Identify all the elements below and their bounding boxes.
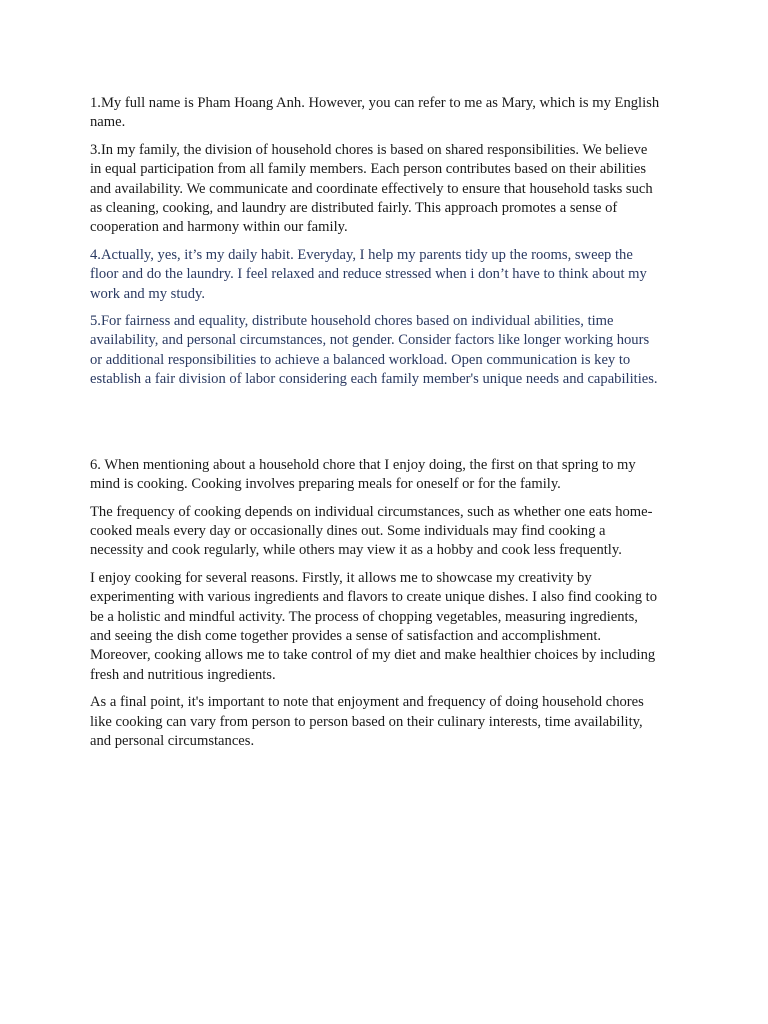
document-body: [90, 94, 682, 759]
answer-1-paragraph: 1.My full name is Pham Hoang Anh. However, you can refer to me as Mary, which is my English name.: [90, 95, 660, 131]
section-gap: [90, 398, 682, 456]
answer-4-paragraph: 4.Actually, yes, it’s my daily habit. Everyday, I help my parents tidy up the rooms, sweep the floor and do the laundry. I feel relaxed and reduce stressed when i don’t have to think about my work and my study.: [90, 246, 647, 302]
answer-6-intro-paragraph: 6. When mentioning about a household chore that I enjoy doing, the first on that spring to my mind is cooking. Cooking involves preparing meals for oneself or for the family.: [90, 456, 636, 493]
conclusion-paragraph: As a final point, it's important to note that enjoyment and frequency of doing household chores like cooking can vary from person to person based on their culinary interests, time availability, and personal circumstances.: [90, 694, 644, 749]
answer-5-paragraph: 5.For fairness and equality, distribute household chores based on individual abilities, time availability, and personal circumstances, not gender. Consider factors like longer working hours or additional responsibilities to achieve a balanced workload. Open communication is key to establish a fair division of labor considering each family member's unique needs and capabilities.: [90, 313, 658, 388]
cooking-frequency-paragraph: The frequency of cooking depends on individual circumstances, such as whether one eats home- cooked meals every day or occasionally dines out. Some individuals may find cooking a necessity and cook regularly, while others may view it as a hobby and cook less frequently.: [90, 503, 653, 559]
cooking-reasons-paragraph: I enjoy cooking for several reasons. Firstly, it allows me to showcase my creativity by experimenting with various ingredients and flavors to create unique dishes. I also find cooking to be a holistic and mindful activity. The process of chopping vegetables, measuring ingredients, and seeing the dish come together provides a sense of satisfaction and accomplishment. Moreover, cooking allows me to take control of my diet and make healthier choices by including fresh and nutritious ingredients.: [90, 569, 657, 683]
answer-3-paragraph: 3.In my family, the division of household chores is based on shared responsibilities. We believe in equal participation from all family members. Each person contributes based on their abilities and availability. We communicate and coordinate effectively to ensure that household tasks such as cleaning, cooking, and laundry are distributed fairly. This approach promotes a sense of cooperation and harmony within our family.: [90, 141, 653, 236]
